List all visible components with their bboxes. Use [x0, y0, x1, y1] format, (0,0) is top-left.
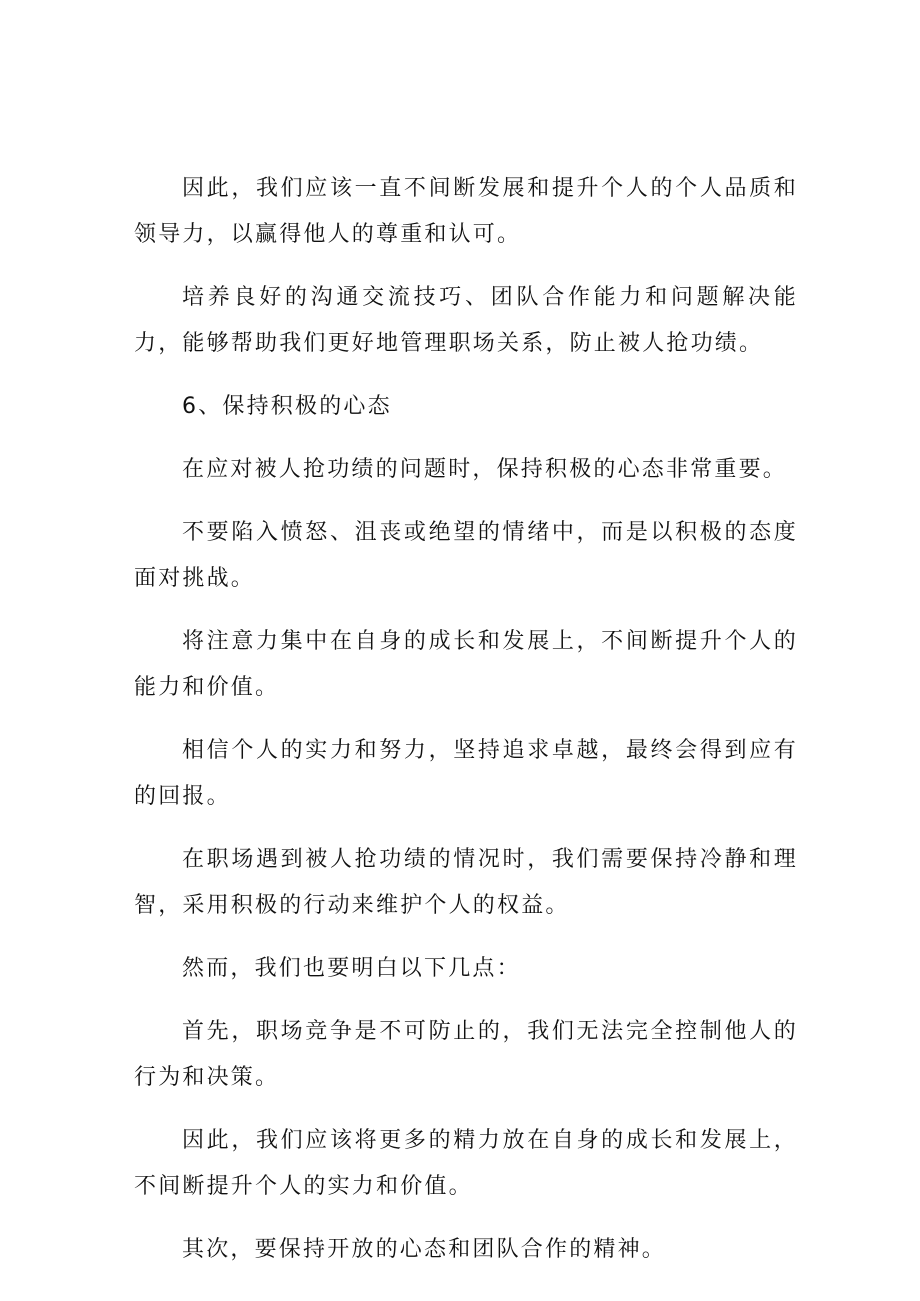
- section-heading: 6、保持积极的心态: [182, 394, 392, 419]
- paragraph-10: 因此，我们应该将更多的精力放在自身的成长和发展上，不间断提升个人的实力和价值。: [134, 1128, 798, 1199]
- paragraph-6: 相信个人的实力和努力，坚持追求卓越，最终会得到应有的回报。: [134, 738, 798, 809]
- paragraph-8: 然而，我们也要明白以下几点：: [182, 956, 521, 981]
- paragraph-3: 在应对被人抢功绩的问题时，保持积极的心态非常重要。: [182, 457, 788, 482]
- paragraph-2: 培养良好的沟通交流技巧、团队合作能力和问题解决能力，能够帮助我们更好地管理职场关系，防止被人抢功绩。: [134, 285, 798, 356]
- paragraph-11: 其次，要保持开放的心态和团队合作的精神。: [182, 1237, 667, 1262]
- paragraph-7: 在职场遇到被人抢功绩的情况时，我们需要保持冷静和理智，采用积极的行动来维护个人的权益。: [134, 847, 798, 918]
- paragraph-5: 将注意力集中在自身的成长和发展上，不间断提升个人的能力和价值。: [134, 629, 798, 700]
- paragraph-9: 首先，职场竞争是不可防止的，我们无法完全控制他人的行为和决策。: [134, 1019, 798, 1090]
- paragraph-1: 因此，我们应该一直不间断发展和提升个人的个人品质和领导力，以赢得他人的尊重和认可。: [134, 176, 798, 247]
- document-body: [134, 166, 798, 1290]
- paragraph-4: 不要陷入愤怒、沮丧或绝望的情绪中，而是以积极的态度面对挑战。: [134, 520, 798, 591]
